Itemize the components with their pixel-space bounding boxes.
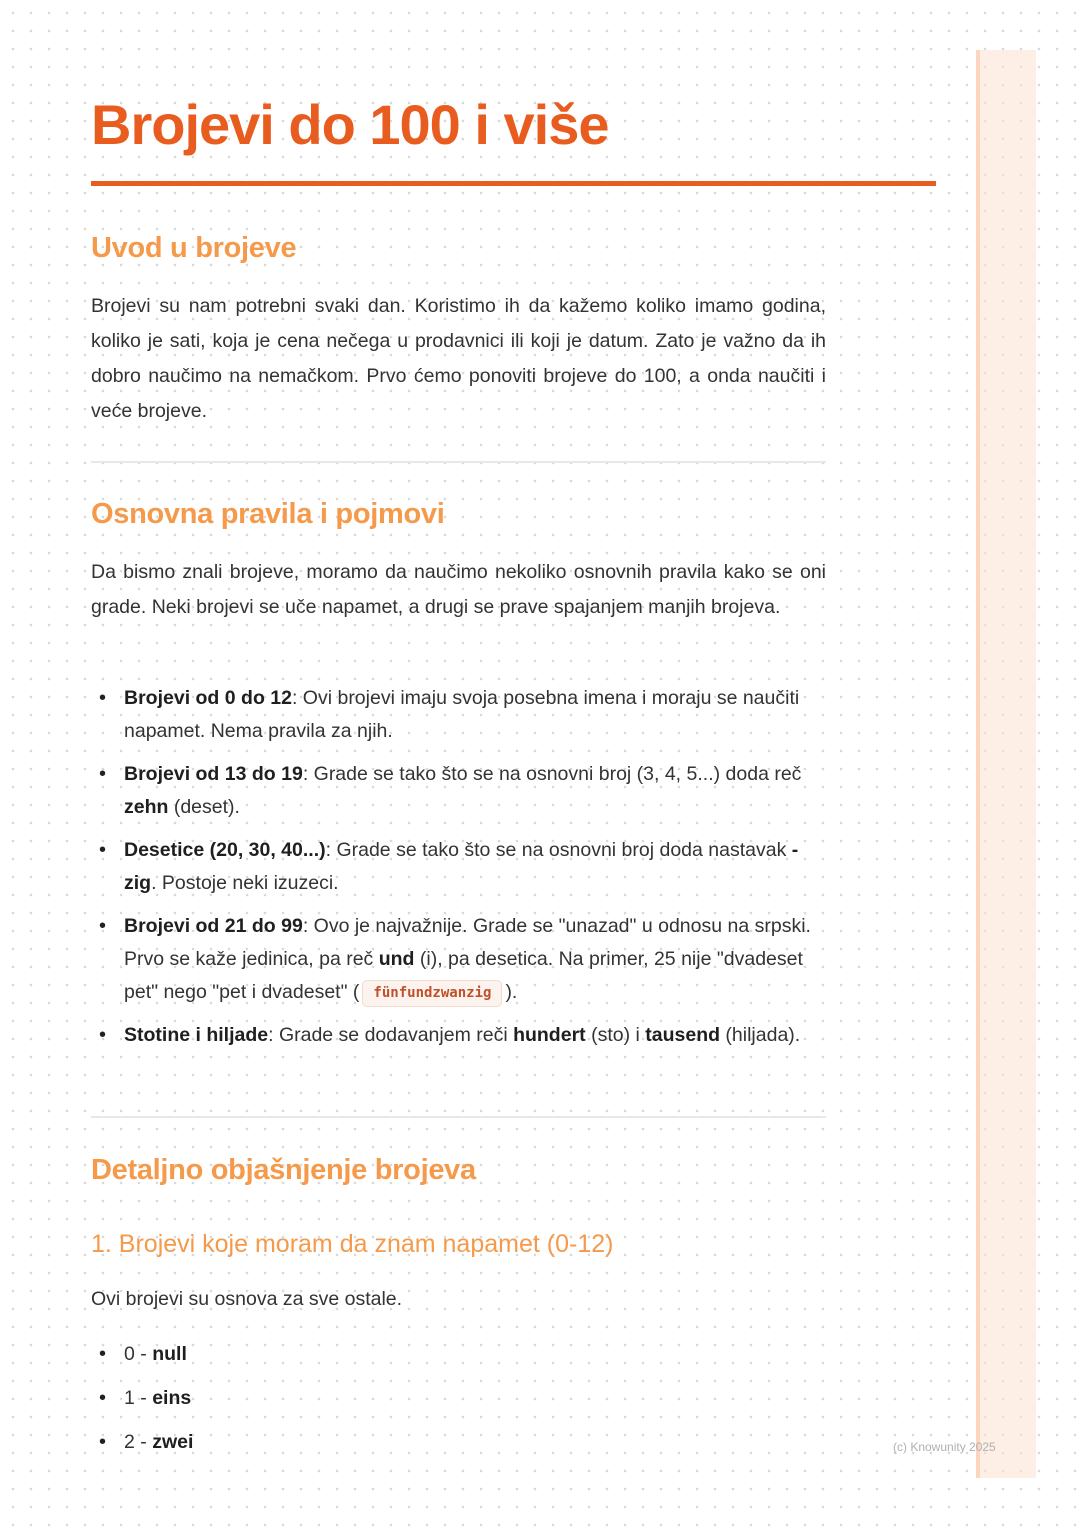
list-item: • Desetice (20, 30, 40...): Grade se tako što se na osnovni broj doda nastavak -zig. Postoje neki izuzeci. [91,834,826,900]
copyright-footer: (c) Knowunity 2025 [893,1440,996,1454]
details-paragraph: Ovi brojevi su osnova za sve ostale. [91,1288,403,1310]
title-underline [91,181,936,186]
margin-band [976,50,1036,1478]
rules-paragraph: Da bismo znali brojeve, moramo da naučimo nekoliko osnovnih pravila kako se oni grade. Neki brojevi se uče napamet, a drugi se prave spajanjem manjih brojeva. [91,561,826,618]
rules-list [91,682,826,1062]
rules-heading: Osnovna pravila i pojmovi [91,498,445,530]
list-item: • Brojevi od 13 do 19: Grade se tako što se na osnovni broj (3, 4, 5...) doda reč zehn (deset). [91,758,826,824]
intro-paragraph: Brojevi su nam potrebni svaki dan. Koristimo ih da kažemo koliko imamo godina, koliko je sati, koja je cena nečega u prodavnici ili koji je datum. Zato je važno da ih dobro naučimo na nemačkom. Prvo ćemo ponoviti brojeve do 100, a onda naučiti i veće brojeve. [91,295,826,422]
list-item: • Stotine i hiljade: Grade se dodavanjem reči hundert (sto) i tausend (hiljada). [91,1019,826,1052]
numbers-list [91,1338,826,1470]
intro-heading: Uvod u brojeve [91,232,297,264]
details-subheading: 1. Brojevi koje moram da znam napamet (0-12) [91,1230,614,1258]
list-item: • 2 - zwei [91,1426,826,1459]
section-divider [91,1116,826,1118]
list-item: • Brojevi od 21 do 99: Ovo je najvažnije. Grade se "unazad" u odnosu na srpski. Prvo se kaže jedinica, pa reč und (i), pa desetica. Na primer, 25 nije "dvadeset pet" nego "pet i dvadeset" ( fünfundzwanzig ). [91,910,826,1009]
details-heading: Detaljno objašnjenje brojeva [91,1154,476,1186]
section-divider [91,461,826,463]
list-item: • 1 - eins [91,1382,826,1415]
page-title: Brojevi do 100 i više [91,93,609,156]
code-snippet: fünfundzwanzig [362,980,502,1007]
list-item: • 0 - null [91,1338,826,1371]
list-item: • Brojevi od 0 do 12: Ovi brojevi imaju svoja posebna imena i moraju se naučiti napamet. Nema pravila za njih. [91,682,826,748]
